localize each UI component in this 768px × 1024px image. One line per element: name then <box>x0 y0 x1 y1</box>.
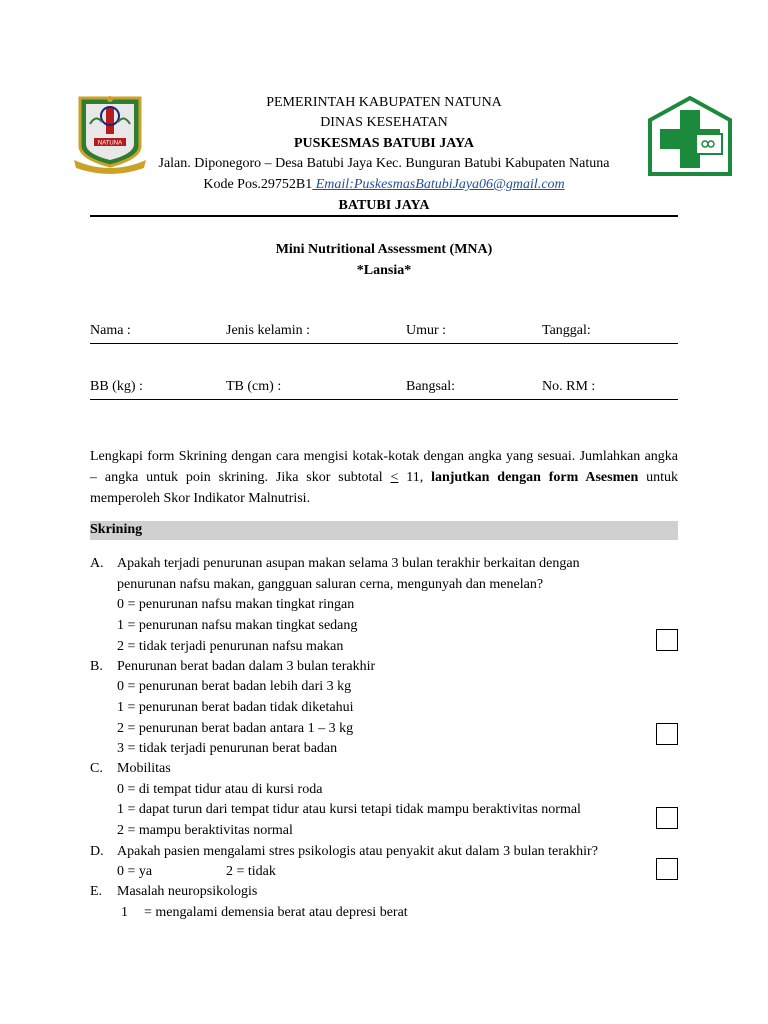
header-postal-email <box>0 175 768 195</box>
question-b-letter: B. <box>90 659 103 674</box>
question-a-option-2: 2 = tidak terjadi penurunan nafsu makan <box>117 639 344 654</box>
question-b-option-1: 1 = penurunan berat badan tidak diketahui <box>117 700 354 715</box>
skrining-section-header: Skrining <box>90 521 678 540</box>
question-a-text-2: penurunan nafsu makan, gangguan saluran cerna, mengunyah dan menelan? <box>117 577 544 592</box>
question-a-option-0: 0 = penurunan nafsu makan tingkat ringan <box>117 597 355 612</box>
header-department: DINAS KESEHATAN <box>320 115 448 130</box>
header-government: PEMERINTAH KABUPATEN NATUNA <box>266 95 502 110</box>
question-d-option-0: 0 = ya <box>117 864 153 879</box>
question-b-text: Penurunan berat badan dalam 3 bulan terakhir <box>117 659 376 674</box>
patient-fields-row-2 <box>90 377 678 400</box>
tb-field[interactable]: TB (cm) : <box>226 379 282 394</box>
header-batubi-jaya: BATUBI JAYA <box>338 198 430 213</box>
jenis-kelamin-field[interactable]: Jenis kelamin : <box>226 323 310 338</box>
question-b-option-2: 2 = penurunan berat badan antara 1 – 3 kg <box>117 721 354 736</box>
tanggal-field[interactable]: Tanggal: <box>542 323 591 338</box>
question-e-text: Masalah neuropsikologis <box>117 884 258 899</box>
question-c-score-box[interactable] <box>656 807 678 829</box>
question-d-option-2: 2 = tidak <box>226 864 276 879</box>
header-address: Jalan. Diponegoro – Desa Batubi Jaya Kec. Bunguran Batubi Kabupaten Natuna <box>158 156 610 171</box>
bangsal-field[interactable]: Bangsal: <box>406 379 455 394</box>
no-rm-field[interactable]: No. RM : <box>542 379 596 394</box>
patient-fields-row-1 <box>90 321 678 344</box>
question-d-text: Apakah pasien mengalami stres psikologis atau penyakit akut dalam 3 bulan terakhir? <box>117 844 598 859</box>
question-b-option-0: 0 = penurunan berat badan lebih dari 3 kg <box>117 679 352 694</box>
question-b-option-3: 3 = tidak terjadi penurunan berat badan <box>117 741 338 756</box>
question-c-text: Mobilitas <box>117 761 171 776</box>
question-c-option-2: 2 = mampu beraktivitas normal <box>117 823 293 838</box>
question-c-letter: C. <box>90 761 103 776</box>
bb-field[interactable]: BB (kg) : <box>90 379 143 394</box>
form-title: Mini Nutritional Assessment (MNA) <box>275 242 493 257</box>
question-a-option-1: 1 = penurunan nafsu makan tingkat sedang <box>117 618 358 633</box>
question-c-option-0: 0 = di tempat tidur atau di kursi roda <box>117 782 323 797</box>
question-a-score-box[interactable] <box>656 629 678 651</box>
header-puskesmas: PUSKESMAS BATUBI JAYA <box>294 136 474 151</box>
question-d-score-box[interactable] <box>656 858 678 880</box>
question-e-option-1-number: 1 <box>121 905 128 920</box>
svg-text:NATUNA: NATUNA <box>97 140 123 147</box>
question-c-option-1: 1 = dapat turun dari tempat tidur atau kursi tetapi tidak mampu beraktivitas normal <box>117 802 581 817</box>
instructions-paragraph: Lengkapi form Skrining dengan cara mengisi kotak-kotak dengan angka yang sesuai. Jumlahkan angka – angka untuk poin skrining. Jika skor subtotal < 11, lanjutkan dengan form Asesmen untuk memperoleh Skor Indikator Malnutrisi. <box>90 449 678 506</box>
question-b-score-box[interactable] <box>656 723 678 745</box>
nama-field[interactable]: Nama : <box>90 323 131 338</box>
less-equal-symbol: < <box>390 470 399 485</box>
question-a-letter: A. <box>90 556 104 571</box>
umur-field[interactable]: Umur : <box>406 323 447 338</box>
form-subtitle: *Lansia* <box>356 263 412 278</box>
question-e-option-1-text: = mengalami demensia berat atau depresi berat <box>144 905 408 920</box>
question-d-letter: D. <box>90 844 104 859</box>
header-divider <box>90 215 678 217</box>
question-e-letter: E. <box>90 884 103 899</box>
postal-code: Kode Pos.29752B1 <box>203 177 313 192</box>
email-link[interactable]: Email:PuskesmasBatubiJaya06@gmail.com <box>312 177 565 192</box>
question-a-text: Apakah terjadi penurunan asupan makan selama 3 bulan terakhir berkaitan dengan <box>117 556 580 571</box>
